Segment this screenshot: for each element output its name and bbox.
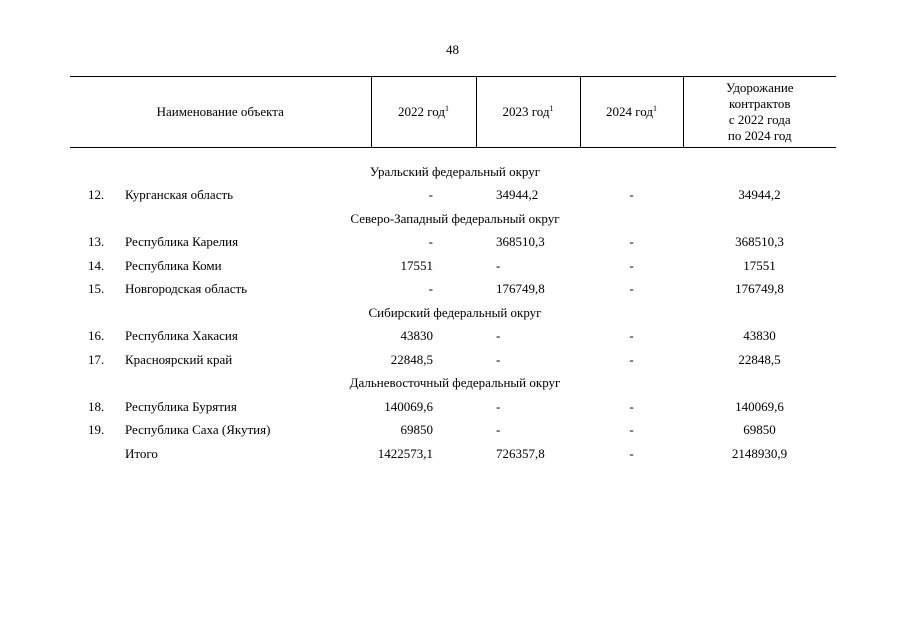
row-name	[120, 231, 371, 255]
header-total-line: по 2024 год	[727, 128, 792, 143]
value-2022-value: 17551	[400, 257, 433, 273]
value-total	[683, 325, 836, 349]
value-2024-value: -	[629, 398, 634, 414]
value-total-value: 176749,8	[735, 281, 784, 297]
header-2022-label: 2022 год	[398, 104, 445, 119]
value-2023	[476, 348, 580, 372]
value-2023-value: -	[496, 422, 501, 438]
total-2022	[371, 442, 476, 466]
row-name	[120, 184, 371, 208]
section-title-label: Северо-Западный федеральный округ	[350, 210, 560, 226]
row-number	[70, 278, 120, 302]
value-2024-value: -	[629, 422, 634, 438]
value-2023	[476, 278, 580, 302]
value-2024-value: -	[629, 257, 634, 273]
total-sum	[683, 442, 836, 466]
table-row	[70, 254, 836, 278]
row-number-value: 14.	[88, 257, 105, 273]
section-header	[70, 207, 836, 231]
header-2023-label: 2023 год	[502, 104, 550, 119]
row-number	[70, 419, 120, 443]
header-2022	[371, 77, 476, 148]
value-total	[683, 395, 836, 419]
header-total-line: Удорожание	[725, 80, 794, 95]
value-2022-value: 140069,6	[384, 398, 433, 414]
total-2023-value: 726357,8	[496, 445, 545, 461]
row-name-value: Курганская область	[125, 187, 234, 203]
value-2023	[476, 395, 580, 419]
value-2022	[371, 254, 476, 278]
value-2022-value: -	[428, 234, 433, 250]
row-number-value: 16.	[88, 328, 105, 344]
footnote-mark: 1	[445, 104, 449, 113]
header-name	[70, 77, 371, 148]
value-total	[683, 231, 836, 255]
table-row	[70, 348, 836, 372]
row-number	[70, 231, 120, 255]
header-total-line: контрактов	[728, 96, 791, 111]
value-2023	[476, 184, 580, 208]
row-name-value: Новгородская область	[125, 281, 248, 297]
section-header	[70, 301, 836, 325]
row-name	[120, 325, 371, 349]
row-name	[120, 278, 371, 302]
value-2024-value: -	[629, 281, 634, 297]
value-2023	[476, 254, 580, 278]
row-number	[70, 184, 120, 208]
value-total-value: 69850	[743, 422, 776, 438]
row-name-value: Республика Бурятия	[125, 398, 237, 414]
value-total-value: 368510,3	[735, 234, 784, 250]
value-total	[683, 278, 836, 302]
row-name	[120, 348, 371, 372]
value-total-value: 140069,6	[735, 398, 784, 414]
value-2022-value: 22848,5	[390, 351, 433, 367]
value-2023-value: -	[496, 257, 501, 273]
value-2024	[580, 348, 683, 372]
total-2024	[580, 442, 683, 466]
value-2024	[580, 184, 683, 208]
row-number	[70, 348, 120, 372]
value-2024-value: -	[629, 328, 634, 344]
row-number	[70, 325, 120, 349]
row-number-value: 12.	[88, 187, 105, 203]
row-name	[120, 254, 371, 278]
row-number-value: 17.	[88, 351, 105, 367]
value-2022-value: -	[428, 187, 433, 203]
value-2022	[371, 348, 476, 372]
table-row	[70, 278, 836, 302]
total-row-number	[70, 442, 120, 466]
value-2024-value: -	[629, 187, 634, 203]
row-name	[120, 395, 371, 419]
value-2023	[476, 419, 580, 443]
header-2023	[476, 77, 580, 148]
value-2022	[371, 184, 476, 208]
footnote-mark: 1	[549, 104, 554, 113]
value-2023-value: -	[496, 351, 501, 367]
value-2024	[580, 419, 683, 443]
value-2022	[371, 395, 476, 419]
row-number	[70, 254, 120, 278]
value-2023-value: 368510,3	[496, 234, 545, 250]
value-total-value: 17551	[743, 257, 776, 273]
header-name-label: Наименование объекта	[156, 104, 284, 119]
table-row	[70, 419, 836, 443]
value-2022	[371, 278, 476, 302]
value-2022	[371, 419, 476, 443]
total-2024-value: -	[629, 445, 634, 461]
footnote-mark: 1	[653, 104, 657, 113]
table-row	[70, 184, 836, 208]
total-2023	[476, 442, 580, 466]
row-number-value: 13.	[88, 234, 105, 250]
value-2023-value: -	[496, 398, 501, 414]
row-name-value: Республика Саха (Якутия)	[125, 422, 271, 438]
row-number	[70, 395, 120, 419]
section-header	[70, 160, 836, 184]
section-title-label: Сибирский федеральный округ	[368, 304, 542, 320]
total-sum-value: 2148930,9	[731, 445, 788, 461]
header-total-line: с 2022 года	[728, 112, 791, 127]
value-total-value: 34944,2	[738, 187, 781, 203]
value-2022	[371, 231, 476, 255]
table-header	[70, 77, 836, 148]
section-title	[70, 301, 836, 325]
section-header	[70, 372, 836, 396]
value-2023	[476, 325, 580, 349]
value-2024	[580, 231, 683, 255]
value-2023-value: -	[496, 328, 501, 344]
value-total	[683, 254, 836, 278]
value-2024-value: -	[629, 351, 634, 367]
value-2023-value: 34944,2	[496, 187, 539, 203]
table-body	[70, 148, 836, 466]
value-2022-value: 43830	[400, 328, 433, 344]
row-name-value: Республика Хакасия	[125, 328, 238, 344]
row-name-value: Республика Карелия	[125, 234, 239, 250]
total-row	[70, 442, 836, 466]
value-2023	[476, 231, 580, 255]
value-total	[683, 184, 836, 208]
value-total-value: 22848,5	[738, 351, 781, 367]
section-title	[70, 372, 836, 396]
value-2023-value: 176749,8	[496, 281, 545, 297]
row-name	[120, 419, 371, 443]
row-name-value: Республика Коми	[125, 257, 222, 273]
header-2024	[580, 77, 683, 148]
total-2022-value: 1422573,1	[377, 445, 433, 461]
value-total	[683, 348, 836, 372]
value-2024	[580, 395, 683, 419]
total-label-value: Итого	[125, 445, 158, 461]
value-2024	[580, 325, 683, 349]
section-title-label: Дальневосточный федеральный округ	[349, 375, 561, 391]
section-title	[70, 160, 836, 184]
header-2024-label: 2024 год	[606, 104, 653, 119]
table-row	[70, 231, 836, 255]
value-total-value: 43830	[743, 328, 776, 344]
table-row	[70, 325, 836, 349]
value-2024	[580, 278, 683, 302]
value-2024	[580, 254, 683, 278]
value-2022-value: -	[428, 281, 433, 297]
section-title	[70, 207, 836, 231]
value-2022	[371, 325, 476, 349]
data-table	[70, 76, 836, 466]
table-row	[70, 395, 836, 419]
value-2022-value: 69850	[400, 422, 433, 438]
value-2024-value: -	[629, 234, 634, 250]
value-total	[683, 419, 836, 443]
row-number-value: 15.	[88, 281, 105, 297]
header-total	[683, 77, 836, 148]
row-number-value: 19.	[88, 422, 105, 438]
row-name-value: Красноярский край	[125, 351, 233, 367]
row-number-value: 18.	[88, 398, 105, 414]
section-title-label: Уральский федеральный округ	[369, 163, 541, 179]
page-number: 48	[446, 42, 459, 57]
total-label	[120, 442, 371, 466]
